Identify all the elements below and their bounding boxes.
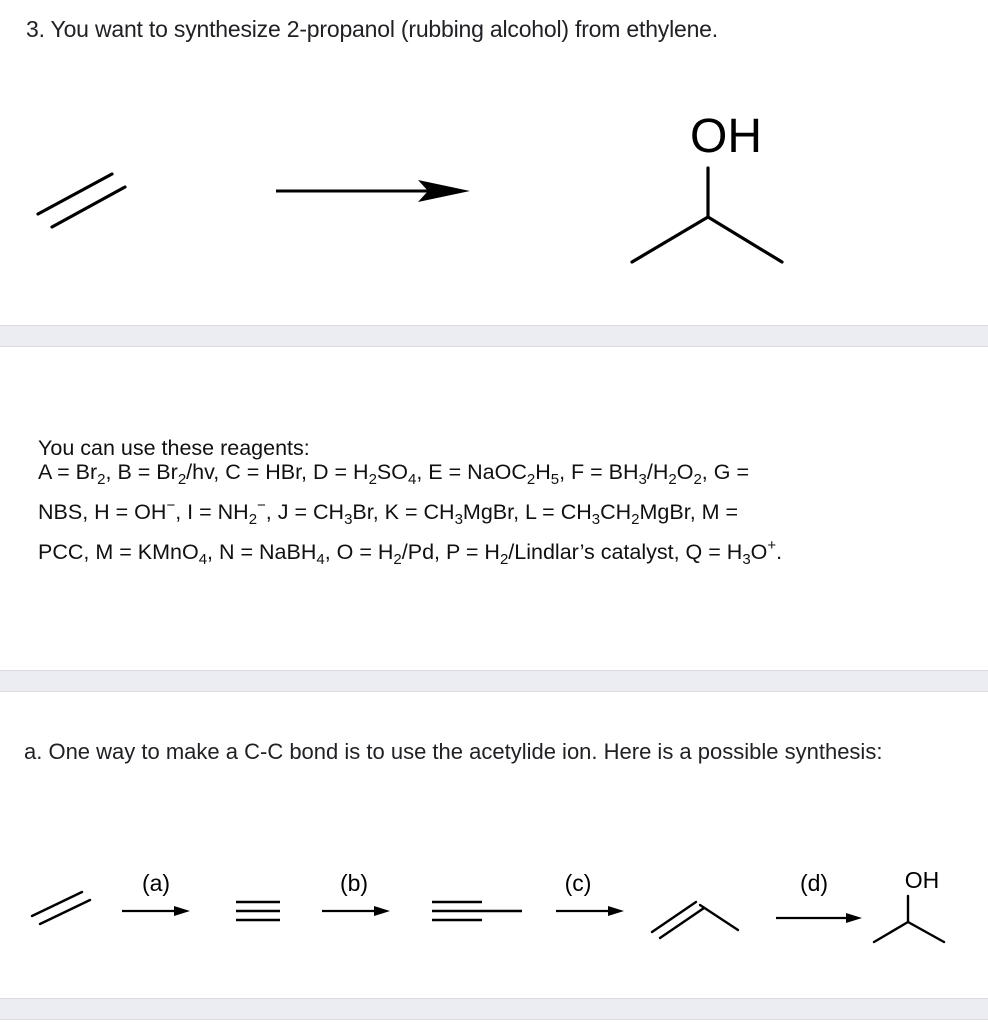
- step-arrow-a: [122, 870, 190, 916]
- reaction-arrow: [276, 180, 470, 202]
- step-label-d: (d): [799, 870, 829, 896]
- scheme-ethylene: [32, 892, 90, 924]
- step-arrow-c: [556, 870, 624, 916]
- step-label-b: (b): [339, 870, 369, 896]
- step-label-a: (a): [141, 870, 171, 896]
- reagents-block: [38, 436, 968, 568]
- propyne-structure: [432, 902, 522, 920]
- reagents-line-2: NBS, H = OH−, $I = NH_2^-$, $J = CH_3Br$, $K = CH_3MgBr$, $L = CH_3CH_2MgBr$, M =: [38, 497, 739, 528]
- acetylene-structure: [236, 902, 280, 920]
- reagents-intro: You can use these reagents:: [38, 436, 310, 460]
- isopropanol-structure: [632, 110, 782, 262]
- hydroxyl-label: OH: [690, 110, 762, 163]
- question-title: 3. You want to synthesize 2-propanol (rubbing alcohol) from ethylene.: [26, 16, 718, 42]
- ethylene-structure: [38, 174, 125, 227]
- propene-structure: [652, 902, 738, 938]
- step-arrow-b: [322, 870, 390, 916]
- step-label-c: (c): [564, 870, 592, 896]
- section-divider: [0, 998, 988, 1020]
- reagents-line-3: PCC, M = KMnO$_4$, N = NaBH$_4$, $O = H_2/Pd$, $P = H_2/Lindlar’s$ catalyst, $Q = H_3O^+$.: [38, 537, 783, 568]
- synthesis-scheme: [0, 850, 988, 960]
- main-reaction-scheme: [0, 90, 988, 320]
- section-divider: [0, 670, 988, 692]
- scheme-hydroxyl-label: OH: [904, 867, 940, 893]
- section-divider: [0, 325, 988, 347]
- scheme-isopropanol: [874, 867, 944, 942]
- step-arrow-d: [776, 870, 862, 923]
- reagents-line-1: $A = Br_2$, $B = Br_2/hv$, C = HBr, $D = H_2SO_4$, $E = NaOC_2H_5$, $F = BH_3/H_2O_2$, G =: [38, 460, 749, 488]
- part-a-prompt: a. One way to make a C-C bond is to use the acetylide ion. Here is a possible synthesis:: [24, 739, 883, 764]
